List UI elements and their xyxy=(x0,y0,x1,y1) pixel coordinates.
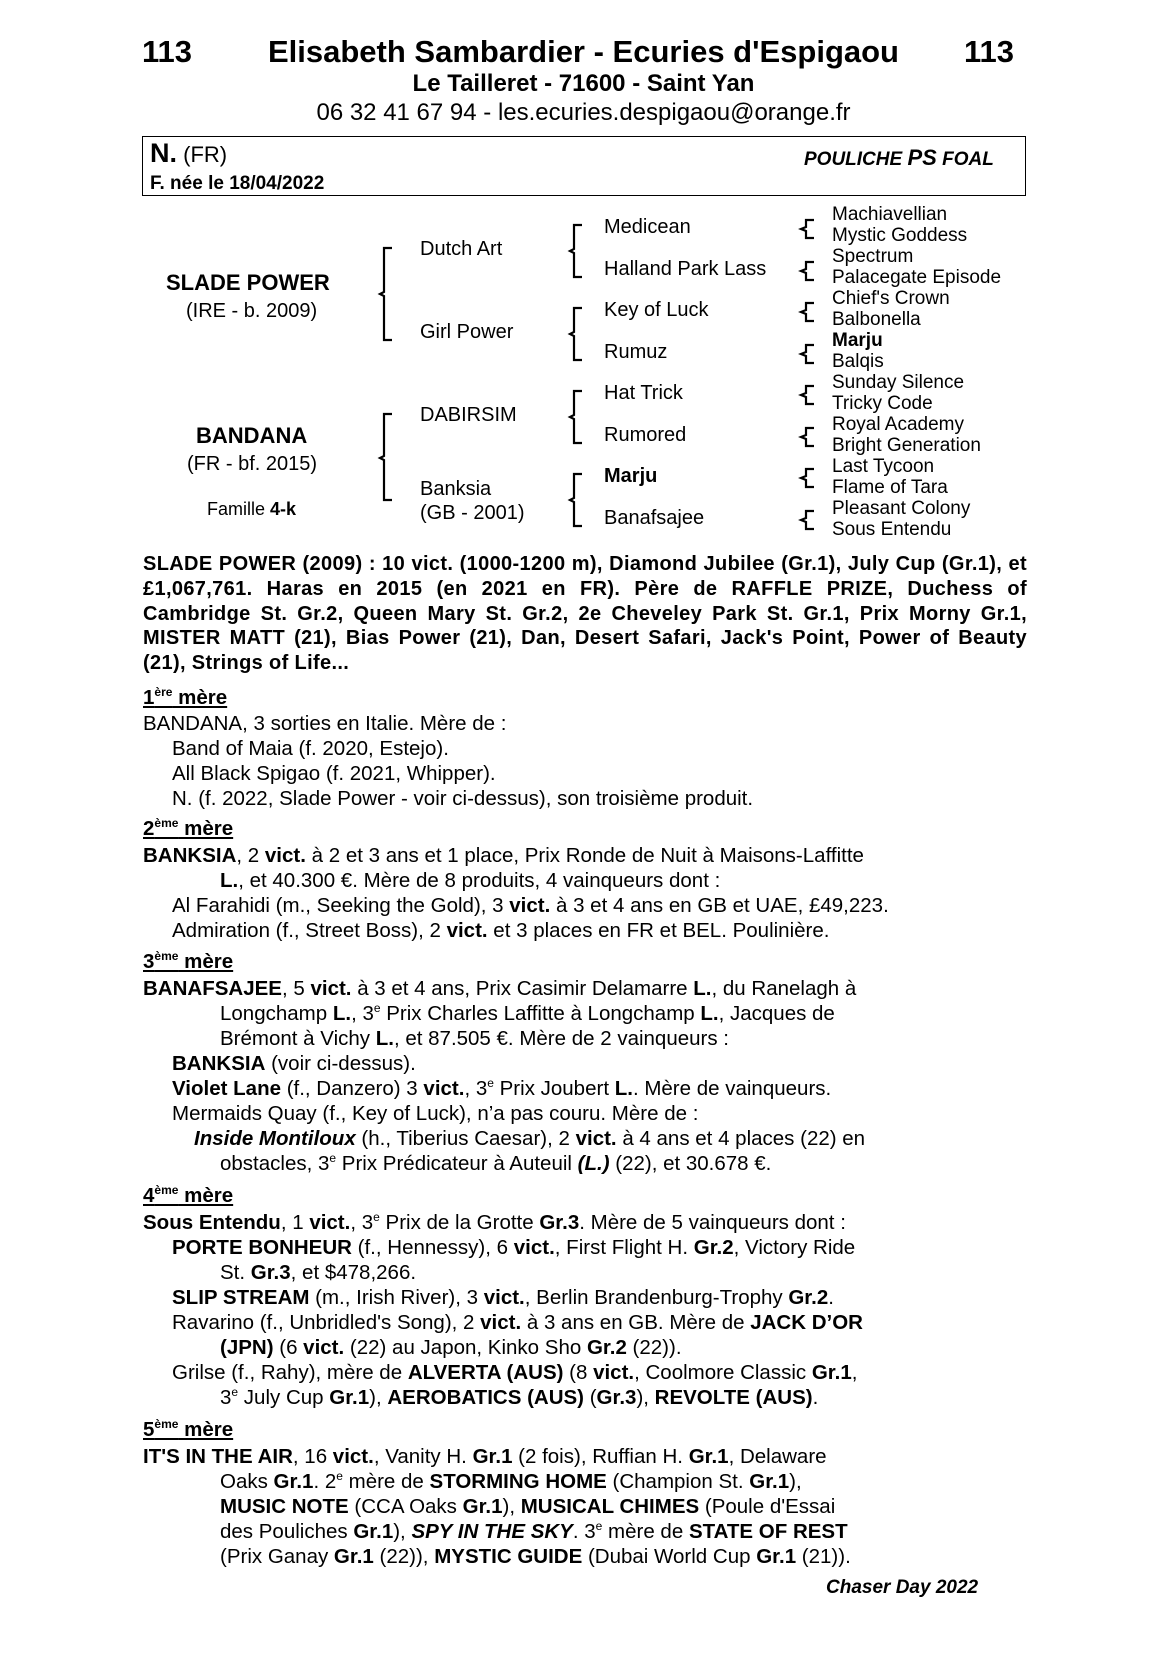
sire-description: SLADE POWER (2009) : 10 vict. (1000-1200 m), Diamond Jubilee (Gr.1), July Cup (Gr.1), et £1,067,761. Haras en 2015 (en 2021 en FR). Père de RAFFLE PRIZE, Duchess of Cambridge St. Gr.2, Queen Mary St. Gr.2, 2e Cheveley Park St. Gr.1, Prix Morny Gr.1, MISTER MATT (21), Bias Power (21), Dan, Desert Safari, Jack's Point, Power of Beauty (21), Strings of Life... xyxy=(143,553,1027,675)
m5-line-4: des Pouliches Gr.1), SPY IN THE SKY. 3e mère de STATE OF REST xyxy=(220,1519,848,1543)
g3-key-of-luck: Key of Luck xyxy=(604,299,709,321)
m2-line-3: Al Farahidi (m., Seeking the Gold), 3 vict. à 3 et 4 ans en GB et UAE, £49,223. xyxy=(172,894,889,917)
g4-machiavellian: Machiavellian xyxy=(832,204,948,225)
sire-info: (IRE - b. 2009) xyxy=(186,300,318,322)
g2-banksia: Banksia xyxy=(420,478,492,500)
m4-line-5: Ravarino (f., Unbridled's Song), 2 vict. à 3 ans en GB. Mère de JACK D’OR xyxy=(172,1311,863,1334)
m4-line-4: SLIP STREAM (m., Irish River), 3 vict., Berlin Brandenburg-Trophy Gr.2. xyxy=(172,1286,834,1309)
dam-bracket xyxy=(380,413,400,501)
bracket-medicean xyxy=(800,218,820,240)
section-2eme-mere: 2ème mère xyxy=(143,816,234,840)
famille xyxy=(207,499,296,519)
bracket-rumored xyxy=(800,426,820,448)
horse-name: N. xyxy=(150,138,177,168)
bracket-banafsajee xyxy=(800,509,820,531)
g3-rumuz: Rumuz xyxy=(604,341,668,363)
m1-line-4: N. (f. 2022, Slade Power - voir ci-dessus), son troisième produit. xyxy=(172,787,754,810)
g3-marju: Marju xyxy=(604,465,658,487)
g4-chiefs-crown: Chief's Crown xyxy=(832,288,950,309)
bracket-rumuz xyxy=(800,343,820,365)
sire-name: SLADE POWER xyxy=(166,270,330,295)
g4-pleasant-colony: Pleasant Colony xyxy=(832,498,971,519)
lot-number-left: 113 xyxy=(142,34,193,69)
dam-name: BANDANA xyxy=(196,423,308,448)
sire-bracket xyxy=(380,247,400,341)
section-1ere-mere: 1ère mère xyxy=(143,685,228,709)
m1-line-2: Band of Maia (f. 2020, Estejo). xyxy=(172,737,449,760)
label-ps: PS xyxy=(907,145,937,170)
g4-spectrum: Spectrum xyxy=(832,246,914,267)
g2-girl-power: Girl Power xyxy=(420,321,514,343)
section-3eme-mere: 3ème mère xyxy=(143,949,234,973)
m4-line-2: PORTE BONHEUR (f., Hennessy), 6 vict., First Flight H. Gr.2, Victory Ride xyxy=(172,1236,856,1259)
g4-marju: Marju xyxy=(832,330,883,351)
dam-info: (FR - bf. 2015) xyxy=(187,453,318,475)
g4-last-tycoon: Last Tycoon xyxy=(832,456,935,477)
bracket-marju xyxy=(800,467,820,489)
g4-sunday-silence: Sunday Silence xyxy=(832,372,965,393)
g2-banksia-info: (GB - 2001) xyxy=(420,502,525,524)
g2-dabirsim: DABIRSIM xyxy=(420,404,517,426)
m3-line-3: Brémont à Vichy L., et 87.505 €. Mère de 2 vainqueurs : xyxy=(220,1027,729,1050)
m2-line-1: BANKSIA, 2 vict. à 2 et 3 ans et 1 place, Prix Ronde de Nuit à Maisons-Laffitte xyxy=(143,844,864,867)
m3-line-1: BANAFSAJEE, 5 vict. à 3 et 4 ans, Prix Casimir Delamarre L., du Ranelagh à xyxy=(143,977,857,1000)
m4-line-6: (JPN) (6 vict. (22) au Japon, Kinko Sho Gr.2 (22)). xyxy=(220,1336,682,1359)
g4-balqis: Balqis xyxy=(832,351,884,372)
section-4eme-mere: 4ème mère xyxy=(143,1183,234,1207)
bracket-key-of-luck xyxy=(800,301,820,323)
section-5eme-mere: 5ème mère xyxy=(143,1417,234,1441)
breeder-address: Le Tailleret - 71600 - Saint Yan xyxy=(412,70,755,97)
g3-rumored: Rumored xyxy=(604,424,687,446)
m3-line-5: Violet Lane (f., Danzero) 3 vict., 3e Prix Joubert L.. Mère de vainqueurs. xyxy=(172,1076,832,1100)
breeder-title: Elisabeth Sambardier - Ecuries d'Espigaou xyxy=(267,34,899,69)
g4-mystic-goddess: Mystic Goddess xyxy=(832,225,968,246)
horse-birth: F. née le 18/04/2022 xyxy=(150,173,325,194)
g4-bright-generation: Bright Generation xyxy=(832,435,981,456)
footer-sale-name: Chaser Day 2022 xyxy=(826,1577,979,1598)
g4-flame-of-tara: Flame of Tara xyxy=(832,477,948,498)
m3-line-2: Longchamp L., 3e Prix Charles Laffitte à Longchamp L., Jacques de xyxy=(220,1001,835,1025)
m3-line-4: BANKSIA (voir ci-dessus). xyxy=(172,1052,416,1075)
m2-line-2: L., et 40.300 €. Mère de 8 produits, 4 vainqueurs dont : xyxy=(220,869,721,892)
m3-line-6: Mermaids Quay (f., Key of Luck), n’a pas couru. Mère de : xyxy=(172,1102,699,1125)
m4-line-8: 3e July Cup Gr.1), AEROBATICS (AUS) (Gr.3), REVOLTE (AUS). xyxy=(220,1385,819,1409)
famille-value: 4-k xyxy=(270,499,297,519)
label-foal: FOAL xyxy=(942,149,994,170)
bracket-dutch-art xyxy=(570,224,590,278)
bracket-dabirsim xyxy=(570,390,590,444)
m1-line-3: All Black Spigao (f. 2021, Whipper). xyxy=(172,762,496,785)
m1-line-1: BANDANA, 3 sorties en Italie. Mère de : xyxy=(143,712,507,735)
m2-line-4: Admiration (f., Street Boss), 2 vict. et 3 places en FR et BEL. Poulinière. xyxy=(172,919,830,942)
horse-country: (FR) xyxy=(183,142,228,167)
famille-label: Famille xyxy=(207,499,266,519)
bracket-hat-trick xyxy=(800,384,820,406)
g3-banafsajee: Banafsajee xyxy=(604,507,705,529)
m4-line-1: Sous Entendu, 1 vict., 3e Prix de la Grotte Gr.3. Mère de 5 vainqueurs dont : xyxy=(143,1210,846,1234)
g4-royal-academy: Royal Academy xyxy=(832,414,965,435)
breeder-contact: 06 32 41 67 94 - les.ecuries.despigaou@orange.fr xyxy=(316,99,851,126)
m4-line-3: St. Gr.3, et $478,266. xyxy=(220,1261,417,1284)
g4-balbonella: Balbonella xyxy=(832,309,921,330)
g3-halland-park-lass: Halland Park Lass xyxy=(604,258,767,280)
m3-line-8: obstacles, 3e Prix Prédicateur à Auteuil (L.) (22), et 30.678 €. xyxy=(220,1151,772,1175)
m5-line-2: Oaks Gr.1. 2e mère de STORMING HOME (Champion St. Gr.1), xyxy=(220,1469,802,1493)
lot-number-right: 113 xyxy=(964,34,1015,69)
bracket-halland-park-lass xyxy=(800,260,820,282)
g2-dutch-art: Dutch Art xyxy=(420,238,503,260)
g4-sous-entendu: Sous Entendu xyxy=(832,519,952,540)
g3-hat-trick: Hat Trick xyxy=(604,382,683,404)
bracket-banksia xyxy=(570,473,590,527)
m3-line-7: Inside Montiloux (h., Tiberius Caesar), 2 vict. à 4 ans et 4 places (22) en xyxy=(194,1127,866,1150)
g4-tricky-code: Tricky Code xyxy=(832,393,933,414)
m5-line-3: MUSIC NOTE (CCA Oaks Gr.1), MUSICAL CHIMES (Poule d'Essai xyxy=(220,1495,836,1518)
m4-line-7: Grilse (f., Rahy), mère de ALVERTA (AUS) (8 vict., Coolmore Classic Gr.1, xyxy=(172,1361,858,1384)
bracket-girl-power xyxy=(570,307,590,361)
horse-category xyxy=(804,145,994,171)
horse-name-line xyxy=(150,138,227,169)
label-pouliche: POULICHE xyxy=(804,149,903,170)
g3-medicean: Medicean xyxy=(604,216,691,238)
g4-palacegate-episode: Palacegate Episode xyxy=(832,267,1002,288)
m5-line-1: IT'S IN THE AIR, 16 vict., Vanity H. Gr.1 (2 fois), Ruffian H. Gr.1, Delaware xyxy=(143,1445,827,1468)
m5-line-5: (Prix Ganay Gr.1 (22)), MYSTIC GUIDE (Dubai World Cup Gr.1 (21)). xyxy=(220,1545,851,1568)
